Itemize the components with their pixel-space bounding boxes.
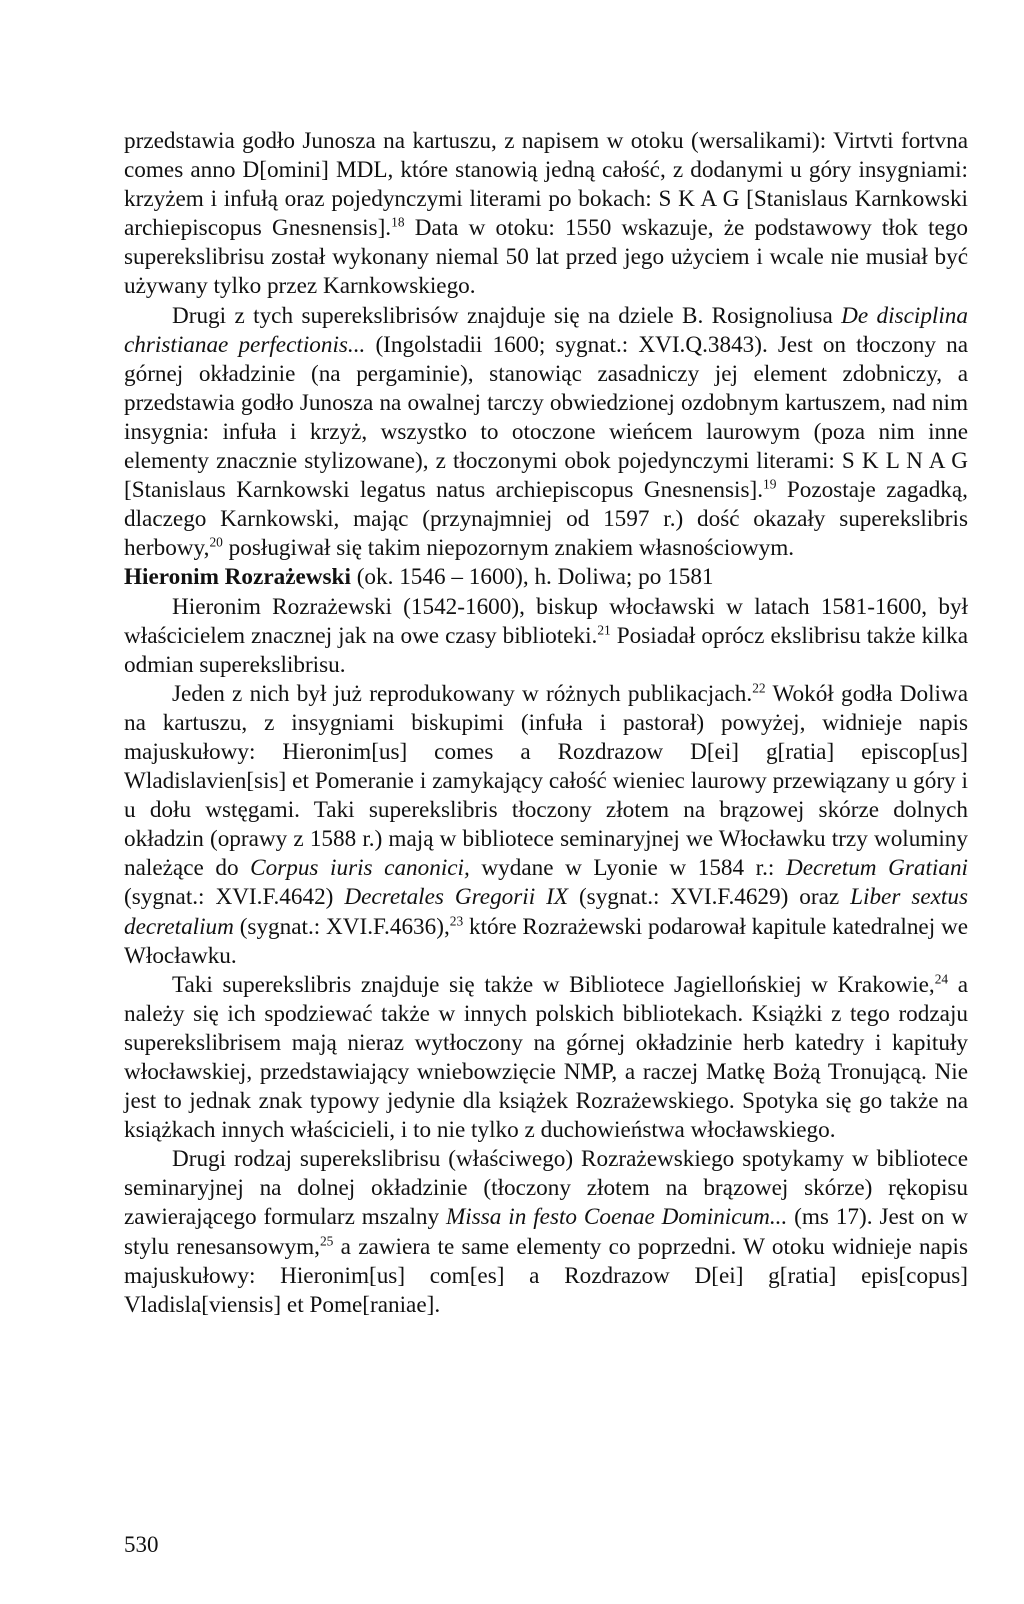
page-number: 530 bbox=[124, 1532, 159, 1557]
paragraph-junosza-superexlibris-continued bbox=[124, 127, 968, 302]
text-run: Data w otoku: 1550 wskazuje, że podstawowy tłok tego superekslibrisu został wykonany niemal 50 lat przed jego użyciem i wcale nie musiał być używany tylko przez Karnkowskiego. bbox=[124, 215, 968, 300]
text-run: (Ingolstadii 1600; sygnat.: XVI.Q.3843). Jest on tłoczony na górnej okładzinie (na pergaminie), stanowiąc zasadniczy jej element zdobniczy, a przedstawia godło Junosza na owalnej tarczy obwiedzionej ozdobnym kartuszem, nad nim insygnia: infuła i krzyż, wszystko to otoczone wieńcem laurowym (poza nim inne elementy znacznie stylizowane), z tłoczonymi obok pojedynczymi literami: S K L N A G [Stanislaus Karnkowski legatus natus archiepiscopus Gnesnensis]. bbox=[124, 331, 968, 504]
paragraph-doliwa-superexlibris bbox=[124, 680, 968, 971]
paragraph-rozrazewski-intro bbox=[124, 593, 968, 680]
text-run: posługiwał się takim niepozornym znakiem własnościowym. bbox=[222, 535, 795, 562]
paragraph-second-superexlibris bbox=[124, 302, 968, 564]
heading-name: Hieronim Rozrażewski bbox=[124, 564, 351, 591]
text-run: (ok. 1546 – 1600), h. Doliwa; po 1581 bbox=[350, 564, 714, 591]
footnote-ref: 19 bbox=[763, 476, 777, 492]
footnote-ref: 21 bbox=[597, 622, 611, 638]
paragraph-second-type-superexlibris bbox=[124, 1145, 968, 1320]
text-run: Posiadał oprócz ekslibrisu także kilka odmian superekslibrisu. bbox=[124, 622, 968, 678]
section-heading-rozrazewski bbox=[124, 563, 968, 592]
italic-title: Decretum Gratiani bbox=[785, 855, 968, 882]
footnote-ref: 25 bbox=[319, 1233, 334, 1249]
footnote-ref: 18 bbox=[391, 214, 405, 230]
text-run: (sygnat.: XVI.F.4629) oraz bbox=[568, 884, 851, 911]
footnote-ref: 20 bbox=[209, 534, 223, 550]
italic-title: Liber sextus decretalium bbox=[124, 884, 968, 940]
text-run: które Rozrażewski podarował kapitule katedralnej we Włocławku. bbox=[124, 913, 968, 969]
footnote-ref: 22 bbox=[752, 680, 766, 696]
text-run: Wokół godła Doliwa na kartuszu, z insygniami biskupimi (infuła i pastorał) powyżej, widnieje napis majuskułowy: Hieronim[us] comes a Rozdrazow D[ei] g[ratia] episcop[us] Wladislavien[sis] et Pomeranie i zamykający całość wieniec laurowy przewiązany u góry i u dołu wstęgami. Taki superekslibris tłoczony złotem na brązowej skórze dolnych okładzin (oprawy z 1588 r.) mają w bibliotece seminaryjnej we Włocławku trzy woluminy należące do bbox=[124, 680, 969, 882]
text-run: Jeden z nich był już reprodukowany w różnych publikacjach. bbox=[172, 680, 753, 707]
italic-title: De disciplina christianae perfectionis... bbox=[124, 302, 968, 358]
text-run: Drugi rodzaj superekslibrisu (właściwego) Rozrażewskiego spotykamy w bibliotece seminaryjnej na dolnej okładzinie (tłoczony złotem na brązowej skórze) rękopisu zawierającego formularz mszalny bbox=[124, 1146, 968, 1231]
text-run: Drugi z tych superekslibrisów znajduje się na dziele B. Rosignoliusa bbox=[172, 302, 842, 329]
italic-title: Decretales Gregorii IX bbox=[344, 884, 568, 911]
text-run: wydane w Lyonie w 1584 r.: bbox=[469, 855, 786, 882]
footnote-ref: 23 bbox=[449, 913, 464, 929]
text-run: Pozostaje zagadką, dlaczego Karnkowski, mając (przynajmniej od 1597 r.) dość okazały superekslibris herbowy, bbox=[124, 477, 968, 562]
paragraph-jagiellonian-library bbox=[124, 971, 968, 1146]
page-body bbox=[124, 127, 968, 1320]
text-run: Hieronim Rozrażewski (1542-1600), biskup włocławski w latach 1581-1600, był właścicielem znacznej jak na owe czasy biblioteki. bbox=[124, 593, 968, 649]
text-run: (sygnat.: XVI.F.4636), bbox=[233, 913, 450, 940]
text-run: a zawiera te same elementy co poprzedni. W otoku widnieje napis majuskułowy: Hieronim[us] com[es] a Rozdrazow D[ei] g[ratia] epis[copus] Vladisla[viensis] et Pome[raniae]. bbox=[124, 1233, 968, 1318]
italic-title: Missa in festo Coenae Dominicum... bbox=[445, 1204, 788, 1231]
footnote-ref: 24 bbox=[934, 971, 949, 987]
text-run: przedstawia godło Junosza na kartuszu, z napisem w otoku (wersalikami): Virtvti fortvna comes anno D[omini] MDL, które stanowią jedną całość, z dodanymi u góry insygniami: krzyżem i infułą oraz pojedynczymi literami po bokach: S K A G [Stanislaus Karnkowski archiepiscopus Gnesnensis]. bbox=[124, 128, 968, 242]
italic-title: Corpus iuris canonici, bbox=[250, 855, 470, 882]
text-run: a należy się ich spodziewać także w innych polskich bibliotekach. Książki z tego rodzaju superekslibrisem mają nieraz wytłoczony na górnej okładzinie herb katedry i kapituły włocławskiej, przedstawiający wniebowzięcie NMP, a raczej Matkę Bożą Tronującą. Nie jest to jednak znak typowy jedynie dla książek Rozrażewskiego. Spotyka się go także na książkach innych właścicieli, i to nie tylko z duchowieństwa włocławskiego. bbox=[124, 971, 969, 1144]
text-run: Taki superekslibris znajduje się także w Bibliotece Jagiellońskiej w Krakowie, bbox=[172, 971, 935, 998]
text-run: (sygnat.: XVI.F.4642) bbox=[124, 884, 345, 911]
text-run: (ms 17). Jest on w stylu renesansowym, bbox=[124, 1204, 968, 1260]
